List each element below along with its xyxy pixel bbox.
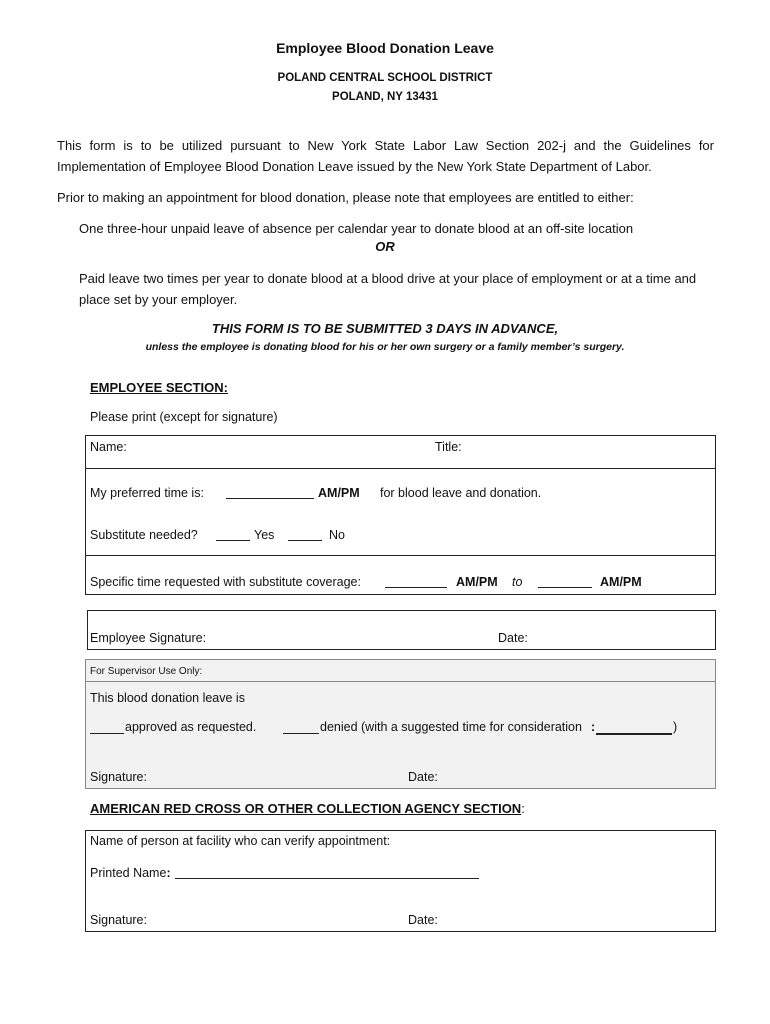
form-title: Employee Blood Donation Leave (276, 40, 494, 56)
divider (85, 681, 716, 682)
approved-field[interactable] (90, 733, 124, 734)
agency-signature-field[interactable] (152, 909, 397, 927)
divider (85, 555, 716, 556)
advance-notice: THIS FORM IS TO BE SUBMITTED 3 DAYS IN ADVANCE, (211, 321, 559, 336)
preferred-time-label: My preferred time is: (90, 486, 204, 500)
leave-option-2: Paid leave two times per year to donate blood at a blood drive at your place of employment or at a time and place set by your employer. (79, 271, 697, 307)
substitute-yes-label: Yes (254, 528, 275, 542)
supervisor-signature-field[interactable] (152, 766, 397, 784)
agency-date-field[interactable] (444, 909, 704, 927)
title-field[interactable] (470, 439, 705, 459)
agency-signature-label: Signature: (90, 913, 147, 927)
preferred-ampm: AM/PM (318, 486, 360, 500)
to-label: to (512, 575, 523, 589)
printed-name-label: Printed Name (90, 866, 167, 880)
employee-date-label: Date: (498, 631, 528, 645)
denied-colon: : (591, 720, 596, 734)
agency-date-label: Date: (408, 913, 438, 927)
specific-time-label: Specific time requested with substitute coverage: (90, 575, 361, 589)
employee-signature-label: Employee Signature: (90, 631, 207, 645)
specific-time-start-field[interactable] (385, 587, 447, 588)
intro-paragraph-1: This form is to be utilized pursuant to New York State Labor Law Section 202-j and the Guidelines for Implementation of Employee Blood Donation Leave issued by the New York State Department of Labor. (57, 138, 714, 174)
preferred-time-suffix: for blood leave and donation. (380, 486, 542, 500)
close-paren: ) (673, 720, 678, 734)
agency-heading: AMERICAN RED CROSS OR OTHER COLLECTION AGENCY SECTION (90, 801, 522, 816)
printed-name-field[interactable] (175, 878, 479, 879)
verify-label: Name of person at facility who can verify appointment: (90, 834, 391, 848)
substitute-no-field[interactable] (288, 540, 322, 541)
supervisor-signature-label: Signature: (90, 770, 147, 784)
employee-signature-field[interactable] (210, 628, 490, 646)
specific-time-end-field[interactable] (538, 587, 592, 588)
print-instruction: Please print (except for signature) (90, 410, 278, 424)
specific-end-ampm: AM/PM (600, 575, 642, 589)
employee-info-box (85, 435, 716, 595)
divider (85, 468, 716, 469)
district-name: POLAND CENTRAL SCHOOL DISTRICT (277, 72, 493, 84)
employee-section-heading: EMPLOYEE SECTION: (90, 380, 228, 395)
agency-heading-line (90, 801, 525, 816)
denied-label: denied (with a suggested time for consideration (320, 720, 582, 734)
name-field[interactable] (130, 439, 420, 459)
employee-date-field[interactable] (535, 628, 705, 646)
printed-name-label-line (90, 866, 171, 880)
district-address: POLAND, NY 13431 (332, 91, 438, 103)
specific-start-ampm: AM/PM (456, 575, 498, 589)
substitute-label: Substitute needed? (90, 528, 198, 542)
substitute-no-label: No (329, 528, 345, 542)
advance-exception: unless the employee is donating blood for his or her own surgery or a family member’s surgery. (145, 341, 625, 353)
supervisor-statement: This blood donation leave is (90, 691, 245, 705)
preferred-time-field[interactable] (226, 498, 314, 499)
printed-name-colon: : (166, 866, 171, 880)
approved-label: approved as requested. (125, 720, 257, 734)
leave-option-1: One three-hour unpaid leave of absence per calendar year to donate blood at an off-site location (79, 221, 634, 236)
denied-field[interactable] (283, 733, 319, 734)
supervisor-date-field[interactable] (444, 766, 704, 784)
agency-heading-colon: : (521, 801, 525, 816)
or-separator: OR (375, 239, 395, 254)
supervisor-heading: For Supervisor Use Only: (90, 666, 203, 677)
intro-paragraph-2: Prior to making an appointment for blood donation, please note that employees are entitled to either: (57, 190, 634, 205)
title-label: Title: (435, 440, 462, 454)
supervisor-date-label: Date: (408, 770, 438, 784)
suggested-time-field[interactable] (596, 733, 672, 735)
substitute-yes-field[interactable] (216, 540, 250, 541)
name-label: Name: (90, 440, 127, 454)
